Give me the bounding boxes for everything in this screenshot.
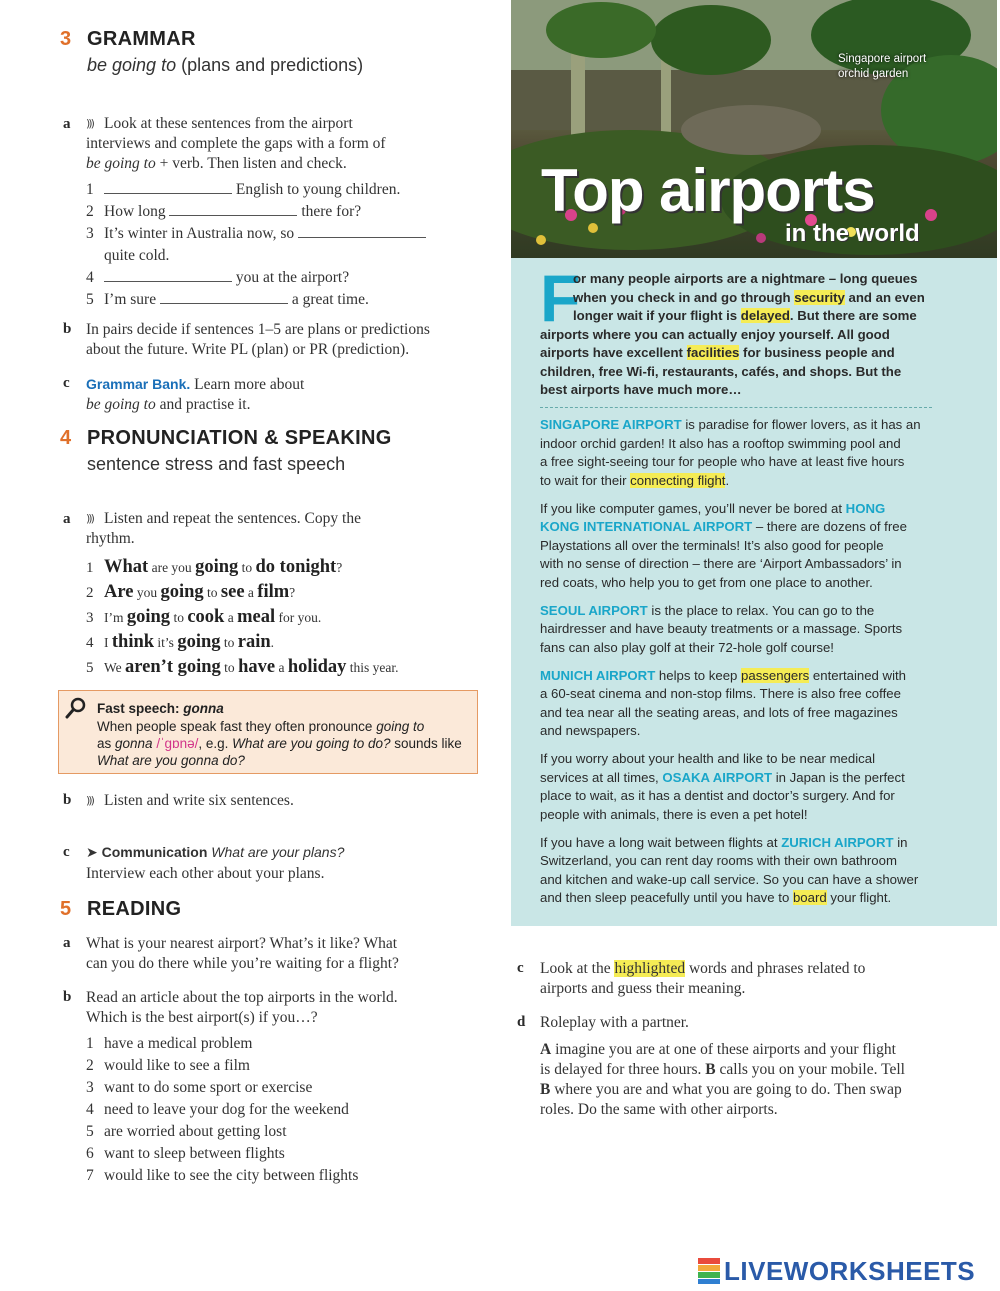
exercise-instructions: Look at the highlighted words and phrases related to airports and guess their meaning. bbox=[540, 960, 866, 997]
list-item[interactable]: 4 need to leave your dog for the weekend bbox=[86, 1101, 349, 1118]
list-item[interactable]: 5 are worried about getting lost bbox=[86, 1123, 287, 1140]
list-item[interactable]: 2 would like to see a film bbox=[86, 1057, 250, 1074]
liveworksheets-logo-icon bbox=[698, 1258, 720, 1284]
answer-gap[interactable] bbox=[298, 223, 426, 238]
article-paragraph: MUNICH AIRPORT helps to keep passengers entertained with a 60-seat cinema and non-stop films. There is also free coffee and tea near all the seating areas, and lots of free magazines and newspapers. bbox=[540, 667, 907, 738]
audio-icon[interactable] bbox=[86, 115, 100, 129]
drop-cap: F bbox=[540, 261, 581, 335]
fast-speech-tip bbox=[58, 690, 478, 774]
answer-gap[interactable] bbox=[104, 267, 232, 282]
article-title: Top airports bbox=[541, 157, 875, 224]
article-paragraph: SINGAPORE AIRPORT is paradise for flower lovers, as it has an indoor orchid garden! It also has a rooftop swimming pool and a free sight-seeing tour for people who have at least five hours to wait for their connecting flight. bbox=[540, 417, 921, 488]
exercise-instructions: Read an article about the top airports in the world. Which is the best airport(s) if you…? bbox=[86, 989, 398, 1026]
grammar-bank-link[interactable]: Grammar Bank. bbox=[86, 376, 191, 392]
exercise-instructions: ))) Look at these sentences from the airport interviews and complete the gaps with a form of be going to + verb. Then listen and check. bbox=[86, 114, 486, 174]
list-item: 5 I’m sure a great time. bbox=[86, 291, 369, 308]
list-item[interactable]: 3 want to do some sport or exercise bbox=[86, 1079, 313, 1096]
stress-sentence: 3 I’m going to cook a meal for you. bbox=[86, 607, 322, 627]
stress-sentence: 2 Are you going to see a film? bbox=[86, 582, 296, 602]
answer-gap[interactable] bbox=[104, 179, 232, 194]
list-item[interactable]: 1 have a medical problem bbox=[86, 1035, 253, 1052]
audio-icon[interactable] bbox=[86, 510, 100, 524]
orchid-garden-photo bbox=[511, 0, 997, 258]
article-paragraph: SEOUL AIRPORT is the place to relax. You can go to the hairdresser and have beauty treatments or a massage. Sports fans can also play golf at their 72-hole golf course! bbox=[540, 602, 903, 655]
exercise-letter: b bbox=[63, 989, 72, 1005]
list-item[interactable]: 6 want to sleep between flights bbox=[86, 1145, 285, 1162]
liveworksheets-brand[interactable]: LIVEWORKSHEETS bbox=[724, 1256, 976, 1286]
list-item: quite cold. bbox=[104, 247, 170, 264]
article-paragraph: If you worry about your health and like to be near medical services at all times, OSAKA AIRPORT in Japan is the perfect place to wait, as it has a dentist and doctor’s surgery. And for people with animals, there is even a pet hotel! bbox=[540, 751, 905, 822]
exercise-instructions: Grammar Bank. Learn more about be going to and practise it. bbox=[86, 376, 305, 413]
exercise-letter: c bbox=[63, 844, 70, 860]
article-intro: or many people airports are a nightmare – long queues when you check in and go through security and an even longer wait if your flight is delayed. But there are some airports where you can actually enjoy yourself. All good airports have excellent facilities for business people and children, free Wi-fi, restaurants, cafés, and shops. But the best airports have much more… bbox=[540, 271, 925, 397]
exercise-instructions: Roleplay with a partner. bbox=[540, 1014, 689, 1031]
tip-title: Fast speech: gonna bbox=[97, 701, 224, 716]
section-title: PRONUNCIATION & SPEAKING bbox=[87, 427, 392, 449]
answer-gap[interactable] bbox=[160, 289, 288, 304]
article-subtitle: in the world bbox=[785, 220, 920, 247]
exercise-letter: c bbox=[517, 960, 524, 976]
exercise-letter: b bbox=[63, 321, 72, 337]
list-item[interactable]: 7 would like to see the city between flights bbox=[86, 1167, 359, 1184]
exercise-instructions: In pairs decide if sentences 1–5 are plans or predictions about the future. Write PL (plan) or PR (prediction). bbox=[86, 321, 430, 358]
tip-body: When people speak fast they often pronounce going to as gonna /ˈgɒnə/, e.g. What are you going to do? sounds like What are you gonna do? bbox=[97, 719, 462, 768]
stress-sentence: 4 I think it’s going to rain. bbox=[86, 632, 275, 652]
section-title: READING bbox=[87, 898, 182, 920]
article-body bbox=[540, 416, 970, 917]
section-number: 5 bbox=[60, 898, 72, 920]
stress-sentence: 5 We aren’t going to have a holiday this year. bbox=[86, 657, 399, 677]
section-subtitle: be going to (plans and predictions) bbox=[87, 55, 364, 75]
audio-icon[interactable] bbox=[86, 792, 100, 806]
magnifier-icon bbox=[65, 697, 87, 719]
list-item: 2 How long there for? bbox=[86, 203, 362, 220]
exercise-instructions: ))) Listen and repeat the sentences. Copy the rhythm. bbox=[86, 509, 486, 549]
exercise-letter: a bbox=[63, 116, 71, 132]
section-number: 3 bbox=[60, 28, 72, 50]
article-paragraph: If you have a long wait between flights at ZURICH AIRPORT in Switzerland, you can rent day rooms with their own bathroom and kitchen and wake-up call service. So you can have a shower and then sleep peacefully until you have to board your flight. bbox=[540, 834, 919, 905]
exercise-letter: c bbox=[63, 375, 70, 391]
exercise-letter: a bbox=[63, 935, 71, 951]
stress-sentence-list bbox=[86, 555, 486, 680]
exercise-letter: a bbox=[63, 511, 71, 527]
list-item: 3 It’s winter in Australia now, so bbox=[86, 223, 486, 245]
section-subtitle: sentence stress and fast speech bbox=[87, 454, 346, 474]
exercise-instructions: ➤ Communication What are your plans? Interview each other about your plans. bbox=[86, 844, 345, 882]
article-paragraph: If you like computer games, you’ll never be bored at HONG KONG INTERNATIONAL AIRPORT – there are dozens of free Playstations all over the terminals! It’s also good for people with no sense of direction – there are ‘Airport Ambassadors’ in red coats, who help you to get from one place to another. bbox=[540, 500, 907, 590]
exercise-letter: d bbox=[517, 1014, 526, 1030]
exercise-letter: b bbox=[63, 792, 72, 808]
section-number: 4 bbox=[60, 427, 72, 449]
answer-gap[interactable] bbox=[169, 201, 297, 216]
stress-sentence: 1 What are you going to do tonight? bbox=[86, 557, 343, 577]
photo-caption: Singapore airport orchid garden bbox=[838, 53, 927, 80]
divider bbox=[540, 407, 932, 408]
section-title: GRAMMAR bbox=[87, 28, 196, 50]
gap-fill-list bbox=[86, 179, 486, 311]
exercise-instructions: What is your nearest airport? What’s it like? What can you do there while you’re waiting for a flight? bbox=[86, 935, 399, 972]
arrow-icon: ➤ bbox=[86, 846, 98, 861]
reading-question-list bbox=[86, 1033, 486, 1187]
exercise-instructions: ))) Listen and write six sentences. bbox=[86, 791, 486, 811]
list-item: 4 you at the airport? bbox=[86, 269, 350, 286]
list-item: 1 English to young children. bbox=[86, 181, 401, 198]
roleplay-instructions: A imagine you are at one of these airports and your flight is delayed for three hours. B calls you on your mobile. Tell B where you are and what you are going to do. Then swap roles. Do the same with other airports. bbox=[540, 1041, 905, 1118]
